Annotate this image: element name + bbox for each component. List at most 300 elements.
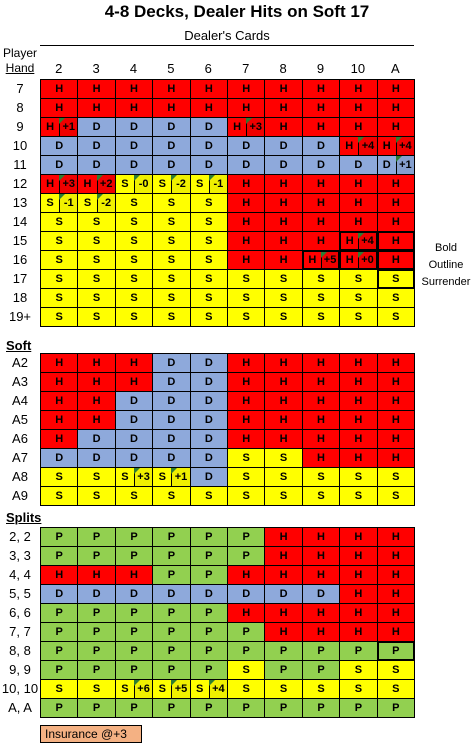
action-letter: H bbox=[242, 357, 251, 369]
strategy-cell bbox=[339, 429, 377, 449]
strategy-cell bbox=[40, 546, 78, 566]
strategy-cell bbox=[227, 79, 265, 99]
strategy-cell bbox=[152, 527, 190, 547]
strategy-cell bbox=[227, 527, 265, 547]
action-letter: H bbox=[242, 235, 251, 247]
strategy-cell bbox=[227, 698, 265, 718]
strategy-cell bbox=[40, 660, 78, 680]
action-letter: P bbox=[130, 626, 138, 638]
action-letter: S bbox=[392, 490, 400, 502]
action-letter: D bbox=[317, 159, 325, 171]
row-label: A9 bbox=[12, 488, 28, 503]
action-letter: H bbox=[391, 235, 400, 247]
strategy-cell bbox=[40, 155, 78, 175]
action-letter: S bbox=[130, 216, 138, 228]
action-letter: H bbox=[279, 235, 288, 247]
strategy-cell bbox=[377, 212, 415, 232]
strategy-cell bbox=[115, 353, 153, 373]
strategy-cell bbox=[77, 231, 115, 251]
deviation-marker-icon bbox=[134, 175, 140, 181]
legend-line-2: Outline bbox=[428, 259, 464, 271]
action-letter: S bbox=[317, 273, 325, 285]
action-letter: S bbox=[121, 471, 129, 483]
deviation-marker-icon bbox=[171, 468, 177, 474]
action-letter: H bbox=[279, 376, 288, 388]
strategy-cell bbox=[77, 372, 115, 392]
action-letter: H bbox=[317, 569, 325, 581]
action-letter: H bbox=[354, 588, 363, 600]
action-letter: H bbox=[279, 531, 288, 543]
action-letter: D bbox=[167, 159, 176, 171]
row-label: A7 bbox=[12, 450, 28, 465]
strategy-cell bbox=[190, 231, 228, 251]
strategy-cell bbox=[302, 231, 340, 251]
action-letter: H bbox=[317, 626, 325, 638]
row-label: 9 bbox=[16, 119, 24, 134]
strategy-cell bbox=[302, 136, 340, 156]
action-letter: S bbox=[92, 311, 101, 323]
action-letter: H bbox=[317, 376, 325, 388]
strategy-cell bbox=[152, 231, 190, 251]
strategy-cell bbox=[302, 155, 340, 175]
action-letter: D bbox=[55, 588, 64, 600]
action-letter: S bbox=[130, 490, 138, 502]
row-label: A4 bbox=[12, 393, 28, 408]
strategy-cell bbox=[339, 288, 377, 308]
strategy-cell bbox=[115, 565, 153, 585]
strategy-cell bbox=[40, 353, 78, 373]
action-letter: S bbox=[242, 273, 250, 285]
strategy-cell bbox=[40, 448, 78, 468]
strategy-cell bbox=[152, 448, 190, 468]
action-letter: D bbox=[204, 357, 213, 369]
action-letter: S bbox=[130, 254, 138, 266]
action-letter: D bbox=[92, 452, 101, 464]
action-letter: S bbox=[55, 254, 63, 266]
action-letter: P bbox=[242, 626, 250, 638]
action-letter: H bbox=[242, 395, 251, 407]
deviation-marker-icon bbox=[209, 680, 215, 686]
deviation-marker-icon bbox=[134, 468, 140, 474]
action-letter: H bbox=[55, 376, 64, 388]
strategy-cell bbox=[377, 269, 415, 289]
soft-section-label: Soft bbox=[6, 338, 32, 353]
action-letter: S bbox=[196, 683, 204, 695]
strategy-cell bbox=[377, 584, 415, 604]
action-letter: D bbox=[204, 471, 213, 483]
action-letter: D bbox=[167, 140, 176, 152]
action-letter: D bbox=[204, 414, 213, 426]
strategy-cell bbox=[152, 155, 190, 175]
action-letter: H bbox=[279, 569, 288, 581]
action-letter: D bbox=[130, 452, 138, 464]
action-letter: S bbox=[242, 471, 250, 483]
action-letter: S bbox=[130, 292, 138, 304]
action-letter: P bbox=[55, 664, 63, 676]
action-letter: P bbox=[205, 626, 213, 638]
strategy-cell bbox=[77, 391, 115, 411]
row-label: 14 bbox=[12, 214, 28, 229]
strategy-cell bbox=[302, 288, 340, 308]
strategy-cell bbox=[377, 250, 415, 270]
action-letter: H bbox=[279, 414, 288, 426]
strategy-cell bbox=[339, 410, 377, 430]
legend-line-3: Surrender bbox=[421, 276, 471, 288]
strategy-cell bbox=[227, 486, 265, 506]
strategy-cell bbox=[190, 212, 228, 232]
strategy-cell bbox=[227, 136, 265, 156]
row-label: 12 bbox=[12, 176, 28, 191]
strategy-cell bbox=[339, 391, 377, 411]
action-letter: D bbox=[92, 588, 101, 600]
strategy-cell bbox=[302, 193, 340, 213]
action-letter: S bbox=[242, 452, 250, 464]
action-letter: P bbox=[167, 626, 176, 638]
row-label: 10, 10 bbox=[1, 681, 39, 696]
action-letter: P bbox=[242, 702, 250, 714]
strategy-cell bbox=[152, 584, 190, 604]
strategy-cell bbox=[227, 641, 265, 661]
strategy-cell bbox=[40, 467, 78, 487]
strategy-cell bbox=[264, 565, 302, 585]
strategy-cell bbox=[190, 429, 228, 449]
action-letter: H bbox=[204, 83, 213, 95]
strategy-cell bbox=[227, 410, 265, 430]
strategy-cell bbox=[264, 679, 302, 699]
strategy-cell bbox=[40, 641, 78, 661]
strategy-cell bbox=[302, 660, 340, 680]
strategy-cell bbox=[302, 698, 340, 718]
action-letter: P bbox=[92, 702, 101, 714]
strategy-cell bbox=[227, 307, 265, 327]
count-index: -2 bbox=[97, 194, 115, 212]
count-index: +3 bbox=[59, 175, 77, 193]
strategy-cell bbox=[227, 565, 265, 585]
row-label: A, A bbox=[8, 700, 32, 715]
strategy-cell bbox=[377, 641, 415, 661]
deviation-marker-icon bbox=[396, 156, 402, 162]
strategy-cell bbox=[302, 584, 340, 604]
strategy-cell bbox=[339, 527, 377, 547]
action-letter: S bbox=[317, 683, 325, 695]
strategy-cell bbox=[264, 98, 302, 118]
strategy-cell bbox=[190, 584, 228, 604]
strategy-cell bbox=[339, 622, 377, 642]
action-letter: S bbox=[354, 490, 363, 502]
strategy-cell bbox=[264, 212, 302, 232]
action-letter: S bbox=[392, 683, 400, 695]
deviation-marker-icon bbox=[59, 194, 65, 200]
strategy-cell bbox=[115, 410, 153, 430]
action-letter: P bbox=[167, 664, 176, 676]
action-letter: H bbox=[317, 452, 325, 464]
strategy-cell bbox=[302, 98, 340, 118]
strategy-cell bbox=[302, 448, 340, 468]
strategy-cell bbox=[264, 250, 302, 270]
strategy-cell bbox=[152, 660, 190, 680]
strategy-cell bbox=[302, 603, 340, 623]
action-letter: S bbox=[317, 490, 325, 502]
action-letter: S bbox=[392, 273, 400, 285]
action-letter: D bbox=[204, 376, 213, 388]
strategy-cell bbox=[115, 603, 153, 623]
strategy-cell bbox=[377, 565, 415, 585]
strategy-cell bbox=[339, 698, 377, 718]
action-letter: P bbox=[167, 645, 176, 657]
row-label: 10 bbox=[12, 138, 28, 153]
action-letter: S bbox=[167, 216, 176, 228]
action-letter: D bbox=[167, 395, 176, 407]
action-letter: H bbox=[391, 452, 400, 464]
action-letter: P bbox=[317, 645, 325, 657]
action-letter: H bbox=[317, 433, 325, 445]
strategy-cell bbox=[339, 98, 377, 118]
dealer-card-header: 8 bbox=[279, 61, 287, 76]
strategy-cell bbox=[190, 155, 228, 175]
action-letter: H bbox=[92, 414, 101, 426]
action-letter: S bbox=[55, 490, 63, 502]
strategy-cell bbox=[302, 546, 340, 566]
action-letter: H bbox=[317, 531, 325, 543]
action-letter: S bbox=[392, 311, 400, 323]
action-letter: P bbox=[92, 531, 101, 543]
insurance-note: Insurance @+3 bbox=[40, 725, 142, 743]
action-letter: P bbox=[242, 531, 250, 543]
row-label: 19+ bbox=[8, 309, 32, 324]
strategy-cell bbox=[152, 250, 190, 270]
deviation-marker-icon bbox=[171, 680, 177, 686]
strategy-cell bbox=[264, 174, 302, 194]
action-letter: D bbox=[130, 433, 138, 445]
strategy-cell bbox=[377, 193, 415, 213]
strategy-cell bbox=[190, 546, 228, 566]
action-letter: S bbox=[92, 471, 101, 483]
strategy-cell bbox=[77, 288, 115, 308]
action-letter: D bbox=[279, 159, 288, 171]
action-letter: S bbox=[121, 683, 129, 695]
action-letter: D bbox=[204, 433, 213, 445]
strategy-cell bbox=[377, 410, 415, 430]
action-letter: H bbox=[317, 83, 325, 95]
action-letter: P bbox=[92, 664, 101, 676]
strategy-cell bbox=[190, 79, 228, 99]
legend-line-1: Bold bbox=[434, 242, 458, 254]
strategy-cell bbox=[190, 288, 228, 308]
action-letter: S bbox=[392, 471, 400, 483]
strategy-cell bbox=[339, 660, 377, 680]
dealer-underline bbox=[40, 45, 414, 46]
action-letter: H bbox=[92, 376, 101, 388]
action-letter: H bbox=[345, 254, 354, 266]
action-letter: S bbox=[92, 683, 101, 695]
strategy-cell bbox=[152, 98, 190, 118]
strategy-cell bbox=[77, 193, 115, 213]
action-letter: S bbox=[55, 471, 63, 483]
count-index: +4 bbox=[358, 233, 375, 249]
action-letter: H bbox=[167, 83, 176, 95]
strategy-cell bbox=[152, 429, 190, 449]
count-index: +0 bbox=[358, 252, 375, 268]
strategy-cell bbox=[152, 679, 190, 699]
strategy-cell bbox=[115, 174, 153, 194]
strategy-cell bbox=[77, 622, 115, 642]
action-letter: H bbox=[317, 197, 325, 209]
strategy-cell bbox=[190, 117, 228, 137]
strategy-cell bbox=[339, 269, 377, 289]
action-letter: S bbox=[167, 490, 176, 502]
strategy-cell bbox=[152, 136, 190, 156]
strategy-cell bbox=[152, 698, 190, 718]
action-letter: H bbox=[130, 376, 138, 388]
deviation-marker-icon bbox=[396, 137, 402, 143]
strategy-cell bbox=[115, 698, 153, 718]
strategy-cell bbox=[377, 603, 415, 623]
action-letter: H bbox=[391, 626, 400, 638]
action-letter: P bbox=[242, 645, 250, 657]
strategy-cell bbox=[115, 660, 153, 680]
count-index: +4 bbox=[209, 680, 227, 698]
strategy-cell bbox=[302, 486, 340, 506]
strategy-cell bbox=[302, 372, 340, 392]
action-letter: S bbox=[205, 311, 213, 323]
action-letter: H bbox=[167, 102, 176, 114]
action-letter: H bbox=[382, 140, 391, 152]
action-letter: H bbox=[391, 102, 400, 114]
count-index: -1 bbox=[209, 175, 227, 193]
action-letter: D bbox=[167, 121, 176, 133]
action-letter: H bbox=[279, 102, 288, 114]
action-letter: H bbox=[354, 178, 363, 190]
action-letter: D bbox=[55, 452, 64, 464]
strategy-cell bbox=[227, 584, 265, 604]
action-letter: D bbox=[354, 159, 363, 171]
strategy-cell bbox=[190, 467, 228, 487]
strategy-cell bbox=[190, 679, 228, 699]
strategy-cell bbox=[377, 486, 415, 506]
action-letter: D bbox=[167, 414, 176, 426]
action-letter: P bbox=[279, 664, 288, 676]
strategy-cell bbox=[339, 372, 377, 392]
strategy-cell bbox=[115, 212, 153, 232]
strategy-cell bbox=[40, 486, 78, 506]
action-letter: S bbox=[279, 683, 288, 695]
strategy-cell bbox=[115, 448, 153, 468]
action-letter: H bbox=[130, 102, 138, 114]
row-label: A8 bbox=[12, 469, 28, 484]
action-letter: H bbox=[242, 102, 251, 114]
action-letter: H bbox=[317, 414, 325, 426]
player-label-line1: Player bbox=[2, 46, 37, 60]
deviation-marker-icon bbox=[321, 252, 327, 258]
action-letter: S bbox=[92, 490, 101, 502]
strategy-cell bbox=[115, 307, 153, 327]
action-letter: H bbox=[354, 83, 363, 95]
count-index: -2 bbox=[171, 175, 189, 193]
strategy-cell bbox=[190, 698, 228, 718]
strategy-cell bbox=[339, 546, 377, 566]
action-letter: P bbox=[317, 702, 325, 714]
row-label: 15 bbox=[12, 233, 28, 248]
strategy-cell bbox=[302, 250, 340, 270]
deviation-marker-icon bbox=[97, 194, 103, 200]
strategy-cell bbox=[77, 212, 115, 232]
count-index: -1 bbox=[59, 194, 77, 212]
player-label bbox=[0, 46, 40, 76]
action-letter: S bbox=[317, 292, 325, 304]
action-letter: S bbox=[279, 292, 288, 304]
action-letter: H bbox=[354, 414, 363, 426]
strategy-cell bbox=[40, 584, 78, 604]
action-letter: H bbox=[55, 414, 64, 426]
action-letter: P bbox=[92, 550, 101, 562]
strategy-cell bbox=[377, 679, 415, 699]
action-letter: H bbox=[391, 357, 400, 369]
strategy-cell bbox=[227, 212, 265, 232]
strategy-cell bbox=[40, 231, 78, 251]
strategy-cell bbox=[77, 98, 115, 118]
action-letter: H bbox=[279, 607, 288, 619]
action-letter: H bbox=[391, 550, 400, 562]
action-letter: D bbox=[92, 433, 101, 445]
action-letter: P bbox=[317, 664, 325, 676]
strategy-cell bbox=[377, 391, 415, 411]
action-letter: P bbox=[354, 702, 363, 714]
strategy-cell bbox=[40, 391, 78, 411]
strategy-cell bbox=[264, 117, 302, 137]
count-index: +3 bbox=[134, 468, 152, 486]
strategy-cell bbox=[302, 429, 340, 449]
strategy-cell bbox=[377, 698, 415, 718]
strategy-cell bbox=[377, 546, 415, 566]
action-letter: H bbox=[354, 197, 363, 209]
strategy-cell bbox=[77, 250, 115, 270]
action-letter: H bbox=[46, 178, 55, 190]
dealer-card-header: 5 bbox=[167, 61, 175, 76]
strategy-cell bbox=[77, 307, 115, 327]
strategy-cell bbox=[377, 98, 415, 118]
strategy-cell bbox=[115, 155, 153, 175]
deviation-marker-icon bbox=[134, 680, 140, 686]
action-letter: D bbox=[242, 588, 251, 600]
strategy-cell bbox=[339, 212, 377, 232]
action-letter: S bbox=[279, 273, 288, 285]
action-letter: D bbox=[130, 588, 138, 600]
row-label: 9, 9 bbox=[9, 662, 31, 677]
strategy-cell bbox=[264, 288, 302, 308]
action-letter: P bbox=[392, 702, 400, 714]
strategy-cell bbox=[227, 174, 265, 194]
strategy-cell bbox=[377, 467, 415, 487]
action-letter: H bbox=[55, 83, 64, 95]
strategy-cell bbox=[227, 546, 265, 566]
strategy-cell bbox=[115, 467, 153, 487]
action-letter: H bbox=[92, 102, 101, 114]
action-letter: H bbox=[279, 254, 288, 266]
strategy-cell bbox=[40, 79, 78, 99]
strategy-cell bbox=[264, 79, 302, 99]
action-letter: S bbox=[205, 292, 213, 304]
strategy-cell bbox=[115, 641, 153, 661]
action-letter: S bbox=[279, 311, 288, 323]
strategy-cell bbox=[339, 117, 377, 137]
action-letter: S bbox=[317, 471, 325, 483]
strategy-cell bbox=[227, 391, 265, 411]
strategy-cell bbox=[264, 584, 302, 604]
action-letter: H bbox=[92, 83, 101, 95]
strategy-cell bbox=[77, 641, 115, 661]
strategy-cell bbox=[302, 622, 340, 642]
strategy-cell bbox=[190, 136, 228, 156]
